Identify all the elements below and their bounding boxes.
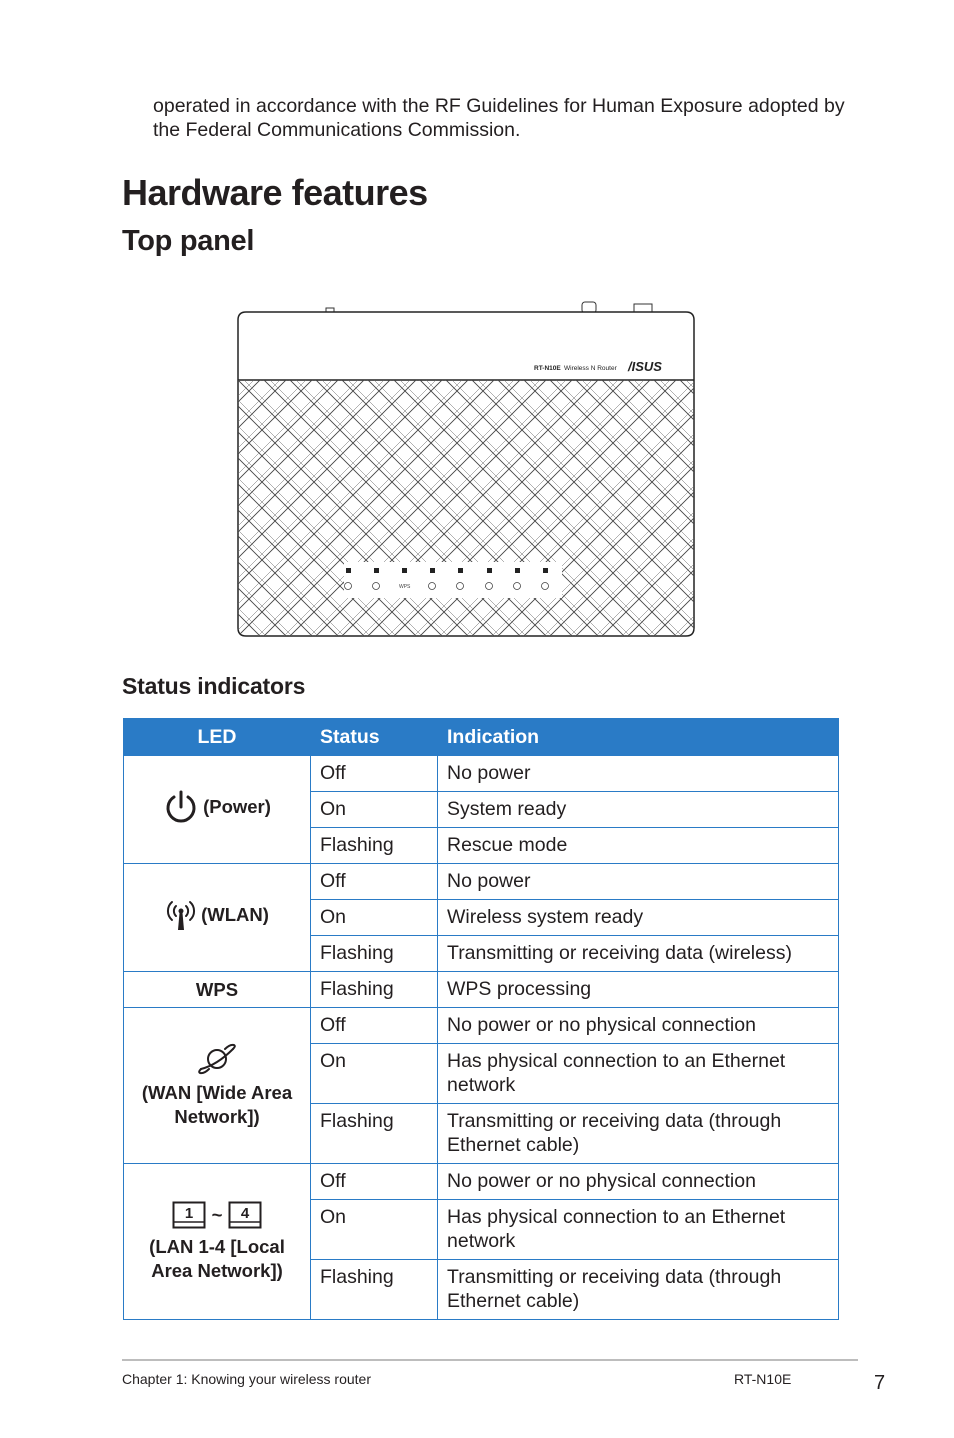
indication-cell: Has physical connection to an Ethernet network (438, 1200, 839, 1260)
indication-cell: No power (438, 864, 839, 900)
status-cell: On (311, 1200, 438, 1260)
router-model-desc: Wireless N Router (564, 365, 617, 372)
page-title: Hardware features (122, 172, 428, 213)
status-cell: Flashing (311, 936, 438, 972)
router-wps-led-label: WPS (399, 584, 411, 590)
status-cell: Off (311, 864, 438, 900)
header-led: LED (124, 719, 311, 756)
led-cell-power (124, 756, 311, 864)
indication-cell: Transmitting or receiving data (through Ethernet cable) (438, 1104, 839, 1164)
section-title-status-indicators: Status indicators (122, 673, 306, 699)
status-cell: On (311, 1044, 438, 1104)
indication-cell: No power (438, 756, 839, 792)
table-row (124, 972, 839, 1008)
header-status: Status (311, 719, 438, 756)
lan-port-4-icon (228, 1201, 262, 1229)
power-icon (163, 789, 199, 825)
footer-divider (122, 1359, 858, 1361)
router-led-row (344, 562, 562, 598)
lan-icon (172, 1201, 263, 1229)
indication-cell: System ready (438, 792, 839, 828)
status-indicators-table (123, 718, 839, 1320)
status-cell: On (311, 792, 438, 828)
status-cell: Flashing (311, 972, 438, 1008)
status-cell: On (311, 900, 438, 936)
table-row (124, 756, 839, 792)
status-cell: Flashing (311, 1260, 438, 1320)
status-cell: Flashing (311, 1104, 438, 1164)
lan-port-1-icon (172, 1201, 206, 1229)
wan-icon (197, 1043, 237, 1075)
section-title-top-panel: Top panel (122, 225, 255, 257)
wlan-icon (165, 898, 197, 932)
status-cell: Flashing (311, 828, 438, 864)
table-row (124, 864, 839, 900)
led-label-power: (Power) (203, 795, 271, 817)
footer-chapter: Chapter 1: Knowing your wireless router (122, 1371, 372, 1387)
table-header-row (124, 719, 839, 756)
indication-cell: Has physical connection to an Ethernet network (438, 1044, 839, 1104)
footer-model: RT-N10E (734, 1371, 792, 1387)
table-row (124, 1008, 839, 1044)
status-cell: Off (311, 1164, 438, 1200)
indication-cell: WPS processing (438, 972, 839, 1008)
led-cell-lan (124, 1164, 311, 1320)
lan-first-number: 1 (184, 1204, 193, 1222)
table-row (124, 1164, 839, 1200)
indication-cell: No power or no physical connection (438, 1164, 839, 1200)
header-indication: Indication (438, 719, 839, 756)
router-brand-logo: /ISUS (628, 359, 662, 374)
page-number: 7 (874, 1372, 886, 1394)
led-label-lan: (LAN 1-4 [Local Area Network]) (149, 1235, 285, 1281)
router-model-label: RT-N10E (534, 365, 561, 372)
indication-cell: Transmitting or receiving data (through Ethernet cable) (438, 1260, 839, 1320)
lan-range-separator: ~ (211, 1203, 223, 1225)
lan-last-number: 4 (241, 1204, 250, 1222)
status-cell: Off (311, 1008, 438, 1044)
router-top-panel-illustration (236, 300, 696, 640)
intro-paragraph: operated in accordance with the RF Guidelines for Human Exposure adopted by the Federal Communications Commission. (153, 95, 845, 141)
status-cell: Off (311, 756, 438, 792)
led-label-wan: (WAN [Wide Area Network]) (141, 1081, 293, 1127)
indication-cell: No power or no physical connection (438, 1008, 839, 1044)
led-cell-wan (124, 1008, 311, 1164)
indication-cell: Wireless system ready (438, 900, 839, 936)
led-label-wlan: (WLAN) (201, 903, 269, 925)
indication-cell: Transmitting or receiving data (wireless) (438, 936, 839, 972)
led-cell-wps: WPS (124, 972, 311, 1008)
led-cell-wlan (124, 864, 311, 972)
indication-cell: Rescue mode (438, 828, 839, 864)
